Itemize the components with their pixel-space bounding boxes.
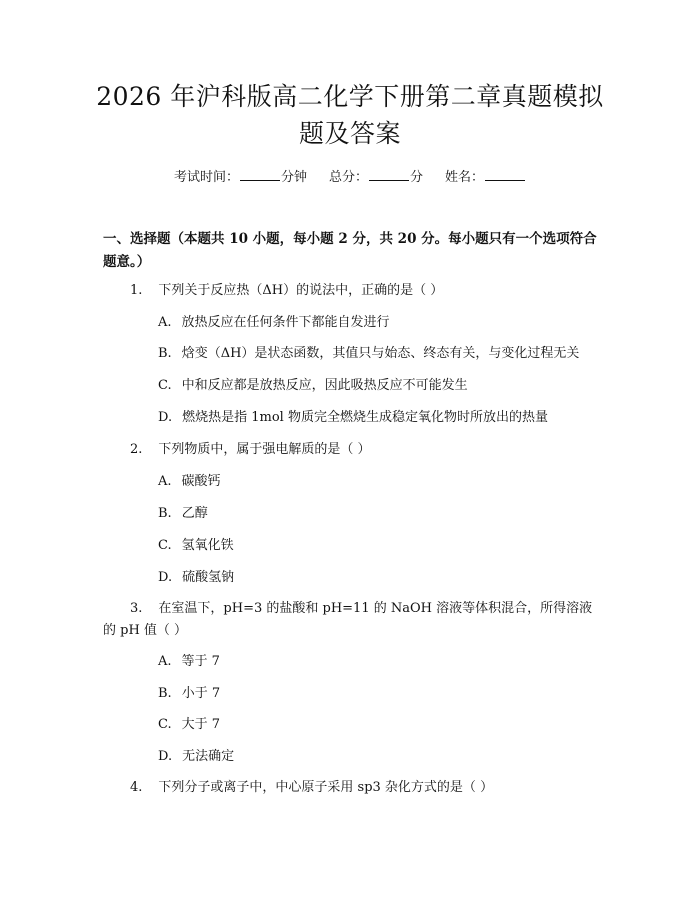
question-text: 下列分子或离子中，中心原子采用 sp3 杂化方式的是（ ） [158, 780, 494, 795]
section-heading: 一、选择题（本题共 10 小题，每小题 2 分，共 20 分。每小题只有一个选项符合题意。） [103, 231, 597, 270]
question-3 [103, 598, 598, 642]
question-1-option-c [158, 375, 618, 397]
question-number: 2. [130, 442, 143, 457]
exam-title [60, 78, 640, 152]
question-4 [103, 777, 598, 799]
option-text: 无法确定 [182, 749, 235, 764]
question-2-option-c [158, 535, 618, 557]
question-number: 1. [130, 283, 143, 298]
question-text: 在室温下，pH=3 的盐酸和 pH=11 的 NaOH 溶液等体积混合，所得溶液的 pH 值（ ） [103, 601, 593, 638]
question-2 [103, 439, 598, 461]
question-2-option-d [158, 567, 618, 589]
option-letter: B. [158, 346, 172, 361]
score-blank [369, 167, 409, 181]
question-text: 下列物质中，属于强电解质的是（ ） [158, 442, 371, 457]
question-number: 3. [130, 601, 143, 616]
question-2-option-a [158, 471, 618, 493]
question-3-option-c [158, 714, 618, 736]
option-text: 硫酸氢钠 [182, 570, 235, 585]
option-letter: D. [158, 570, 173, 585]
score-label: 总分： [328, 170, 368, 185]
question-1-option-a [158, 312, 618, 334]
time-blank [240, 167, 280, 181]
name-blank [485, 167, 525, 181]
score-unit: 分 [410, 170, 424, 185]
question-text: 下列关于反应热（ΔH）的说法中，正确的是（ ） [158, 283, 444, 298]
option-text: 碳酸钙 [181, 474, 221, 489]
option-letter: C. [158, 538, 172, 553]
option-letter: B. [158, 686, 172, 701]
question-1-option-b [158, 343, 618, 365]
option-text: 等于 7 [181, 654, 220, 669]
title-line-2: 题及答案 [298, 119, 401, 148]
title-line-1: 2026 年沪科版高二化学下册第二章真题模拟 [96, 82, 604, 111]
question-1 [103, 280, 598, 302]
question-3-option-b [158, 683, 618, 705]
option-text: 焓变（ΔH）是状态函数，其值只与始态、终态有关，与变化过程无关 [181, 346, 580, 361]
option-letter: A. [158, 474, 172, 489]
question-number: 4. [130, 780, 143, 795]
question-2-option-b [158, 503, 618, 525]
question-1-option-d [158, 407, 618, 429]
question-3-option-d [158, 746, 618, 768]
question-3-option-a [158, 651, 618, 673]
option-letter: A. [158, 315, 172, 330]
option-letter: C. [158, 717, 172, 732]
option-text: 大于 7 [181, 717, 221, 732]
option-letter: D. [158, 749, 173, 764]
time-unit: 分钟 [280, 170, 307, 185]
option-letter: A. [158, 654, 172, 669]
option-letter: B. [158, 506, 172, 521]
option-text: 放热反应在任何条件下都能自发进行 [181, 315, 390, 330]
option-letter: D. [158, 410, 173, 425]
time-label: 考试时间： [173, 170, 239, 185]
option-letter: C. [158, 378, 172, 393]
option-text: 氢氧化铁 [181, 538, 234, 553]
option-text: 中和反应都是放热反应，因此吸热反应不可能发生 [181, 378, 468, 393]
exam-meta [0, 167, 700, 189]
option-text: 乙醇 [181, 506, 208, 521]
option-text: 小于 7 [181, 686, 221, 701]
option-text: 燃烧热是指 1mol 物质完全燃烧生成稳定氧化物时所放出的热量 [182, 410, 548, 425]
name-label: 姓名： [445, 170, 485, 185]
